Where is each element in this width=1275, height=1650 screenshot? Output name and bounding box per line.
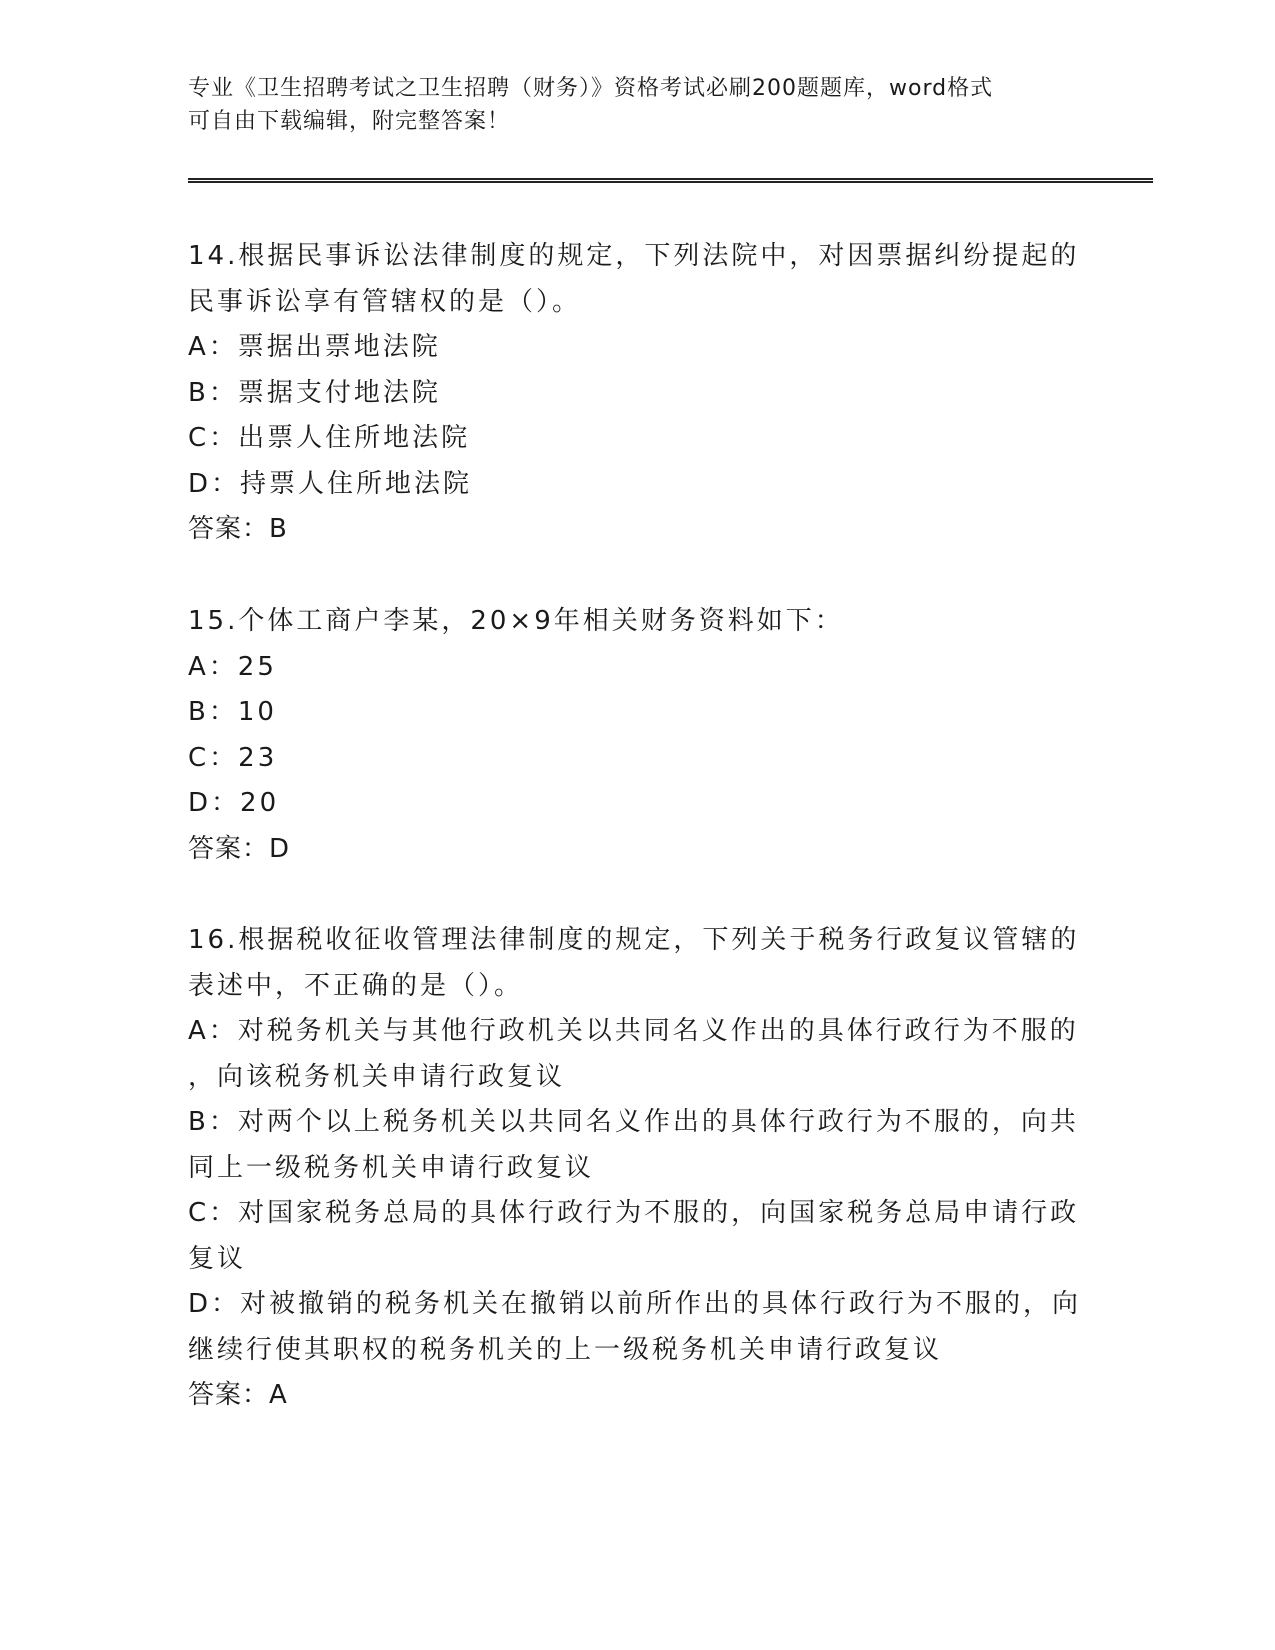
option-a: A：票据出票地法院 [188, 332, 441, 362]
question-stem: 16.根据税收征收管理法律制度的规定，下列关于税务行政复议管辖的 [188, 925, 1080, 955]
option-d: D：对被撤销的税务机关在撤销以前所作出的具体行政行为不服的，向 [188, 1289, 1082, 1319]
option-d: D：持票人住所地法院 [188, 468, 473, 499]
option-b: B：10 [188, 697, 277, 727]
option-a: A：25 [188, 651, 277, 682]
answer [188, 507, 1088, 553]
question-stem: 14.根据民事诉讼法律制度的规定，下列法院中，对因票据纠纷提起的 [188, 241, 1080, 271]
question-stem: 15.个体工商户李某，20×9年相关财务资料如下： [188, 606, 844, 636]
question-15 [188, 599, 1088, 872]
option-b: B：票据支付地法院 [188, 377, 441, 408]
header-line-1: 专业《卫生招聘考试之卫生招聘（财务）》资格考试必刷200题题库，word格式 [188, 76, 994, 101]
question-stem: 民事诉讼享有管辖权的是（）。 [188, 286, 582, 317]
answer-label: 答案： [188, 514, 270, 544]
option-d-continued: 继续行使其职权的税务机关的上一级税务机关申请行政复议 [188, 1334, 943, 1365]
option-c: C：23 [188, 742, 278, 773]
document-header [188, 72, 1068, 138]
answer-value: B [269, 514, 288, 544]
option-c-continued: 复议 [188, 1243, 247, 1274]
header-line-2: 可自由下载编辑，附完整答案！ [188, 109, 511, 134]
question-16 [188, 918, 1088, 1419]
answer-label: 答案： [188, 1380, 270, 1410]
question-stem: 表述中，不正确的是（）。 [188, 970, 524, 1001]
option-c: C：出票人住所地法院 [188, 423, 471, 453]
option-b-continued: 同上一级税务机关申请行政复议 [188, 1152, 595, 1183]
answer-value: A [269, 1380, 288, 1410]
answer-value: D [269, 833, 291, 864]
answer [188, 827, 1088, 873]
option-c: C：对国家税务总局的具体行政行为不服的，向国家税务总局申请行政 [188, 1198, 1080, 1228]
option-a: A：对税务机关与其他行政机关以共同名义作出的具体行政行为不服的 [188, 1016, 1079, 1046]
option-b: B：对两个以上税务机关以共同名义作出的具体行政行为不服的，向共 [188, 1107, 1079, 1137]
header-divider [188, 178, 1153, 183]
question-14 [188, 234, 1088, 553]
answer-label: 答案： [188, 833, 270, 864]
option-a-continued: ，向该税务机关申请行政复议 [188, 1061, 566, 1092]
answer [188, 1373, 1088, 1419]
option-d: D：20 [188, 788, 280, 818]
